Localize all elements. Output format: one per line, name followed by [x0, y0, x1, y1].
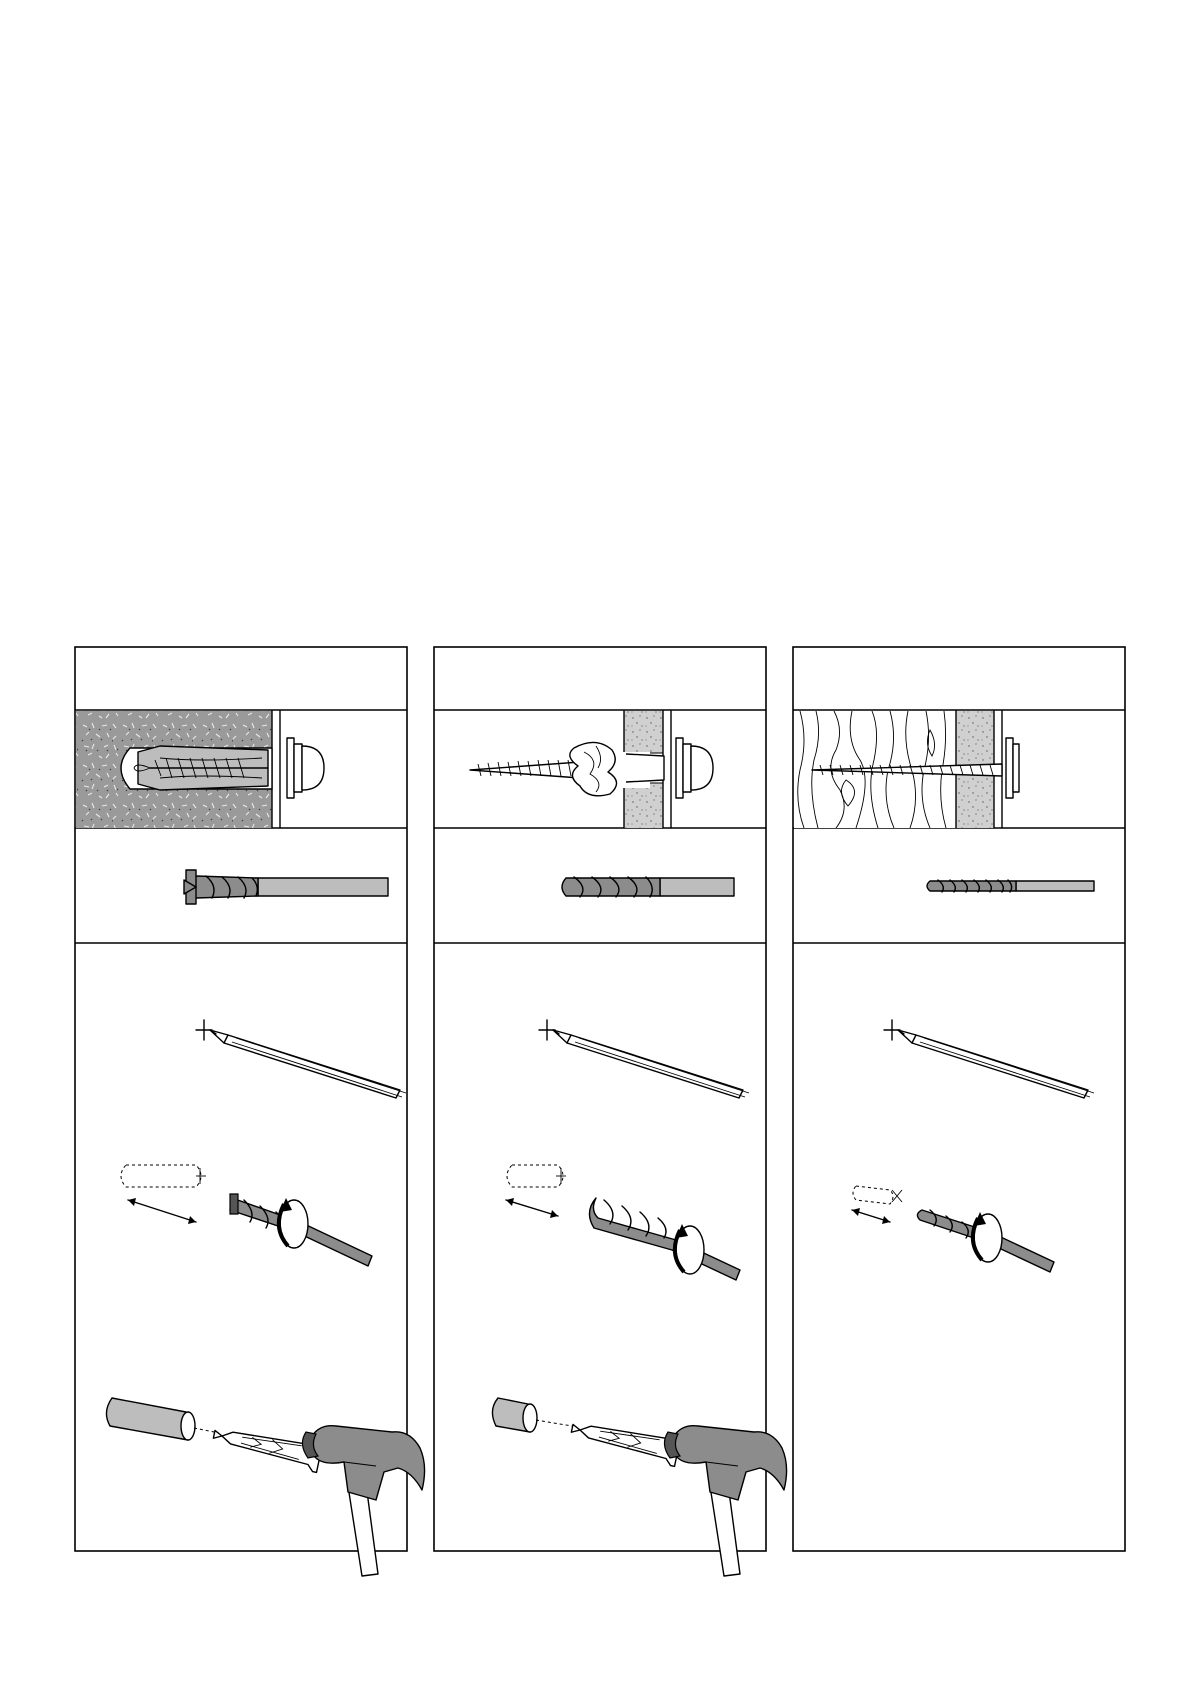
step-drill [121, 1165, 372, 1266]
step-mark [884, 1020, 1094, 1098]
step-mark [196, 1020, 406, 1098]
concrete-wall-section [76, 711, 280, 828]
drill-bit-icon [184, 870, 388, 904]
step-drill [506, 1165, 740, 1280]
drill-bit-icon [927, 880, 1094, 892]
washer-icon [1006, 738, 1019, 798]
step-insert-anchor [106, 1398, 424, 1576]
panel-wood [793, 647, 1125, 1551]
step-drill [852, 1186, 1054, 1272]
panel-concrete [75, 647, 425, 1576]
drill-bit-icon [562, 877, 734, 897]
step-insert-anchor [492, 1398, 786, 1576]
washer-icon [676, 738, 713, 798]
panel-hollow-brick [434, 647, 787, 1576]
step-mark [539, 1020, 749, 1098]
washer-icon [287, 738, 324, 798]
